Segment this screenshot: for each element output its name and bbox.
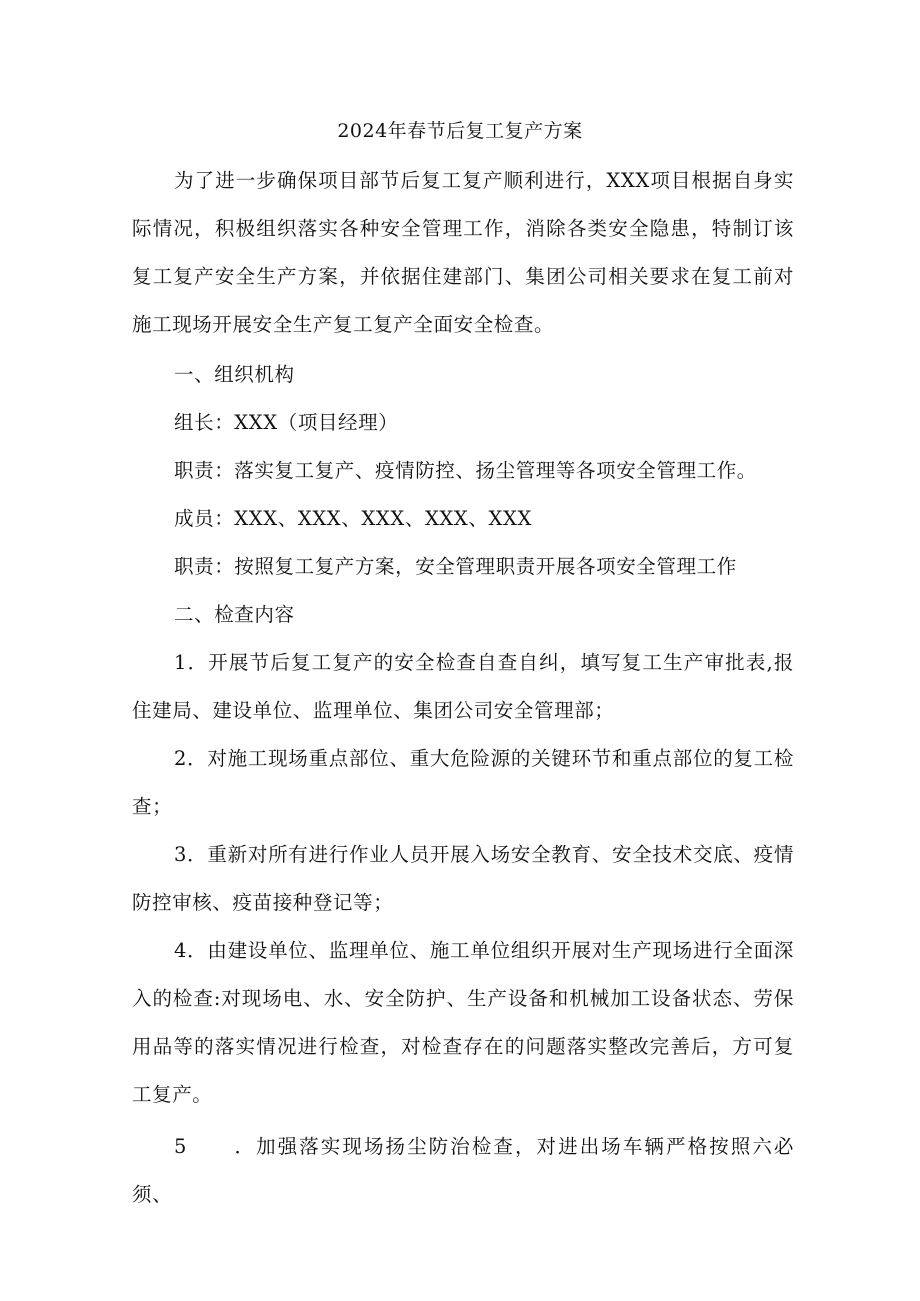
inspection-item-1: 1．开展节后复工复产的安全检查自查自纠，填写复工生产审批表,报住建局、建设单位、监理单位、集团公司安全管理部； <box>132 651 794 722</box>
members-line: 成员：XXX、XXX、XXX、XXX、XXX <box>174 507 532 530</box>
inspection-item-3: 3．重新对所有进行作业人员开展入场安全教育、安全技术交底、疫情防控审核、疫苗接种登记等； <box>132 843 794 914</box>
item-5-number: 5 <box>174 1135 188 1158</box>
intro-paragraph: 为了进一步确保项目部节后复工复产顺利进行，XXX项目根据自身实际情况，积极组织落实各种安全管理工作，消除各类安全隐患，特制订该复工复产安全生产方案，并依据住建部门、集团公司相关要求在复工前对施工现场开展安全生产复工复产全面安全检查。 <box>132 169 794 336</box>
leader-duty-line: 职责：落实复工复产、疫情防控、扬尘管理等各项安全管理工作。 <box>174 459 757 482</box>
inspection-item-5 <box>132 1123 794 1219</box>
leader-line: 组长：XXX（项目经理） <box>174 411 399 434</box>
section-heading-organization: 一、组织机构 <box>174 363 295 386</box>
inspection-item-2: 2．对施工现场重点部位、重大危险源的关键环节和重点部位的复工检查； <box>132 747 794 818</box>
inspection-item-4: 4．由建设单位、监理单位、施工单位组织开展对生产现场进行全面深入的检查:对现场电、水、安全防护、生产设备和机械加工设备状态、劳保用品等的落实情况进行检查，对检查存在的问题落实整改完善后，方可复工复产。 <box>132 939 794 1106</box>
members-duty-line: 职责：按照复工复产方案，安全管理职责开展各项安全管理工作 <box>174 555 737 578</box>
item-5-text: ．加强落实现场扬尘防治检查，对进出场车辆严格按照六必须、 <box>132 1135 794 1206</box>
document-title: 2024年春节后复工复产方案 <box>337 120 583 142</box>
section-heading-inspection: 二、检查内容 <box>174 603 295 626</box>
